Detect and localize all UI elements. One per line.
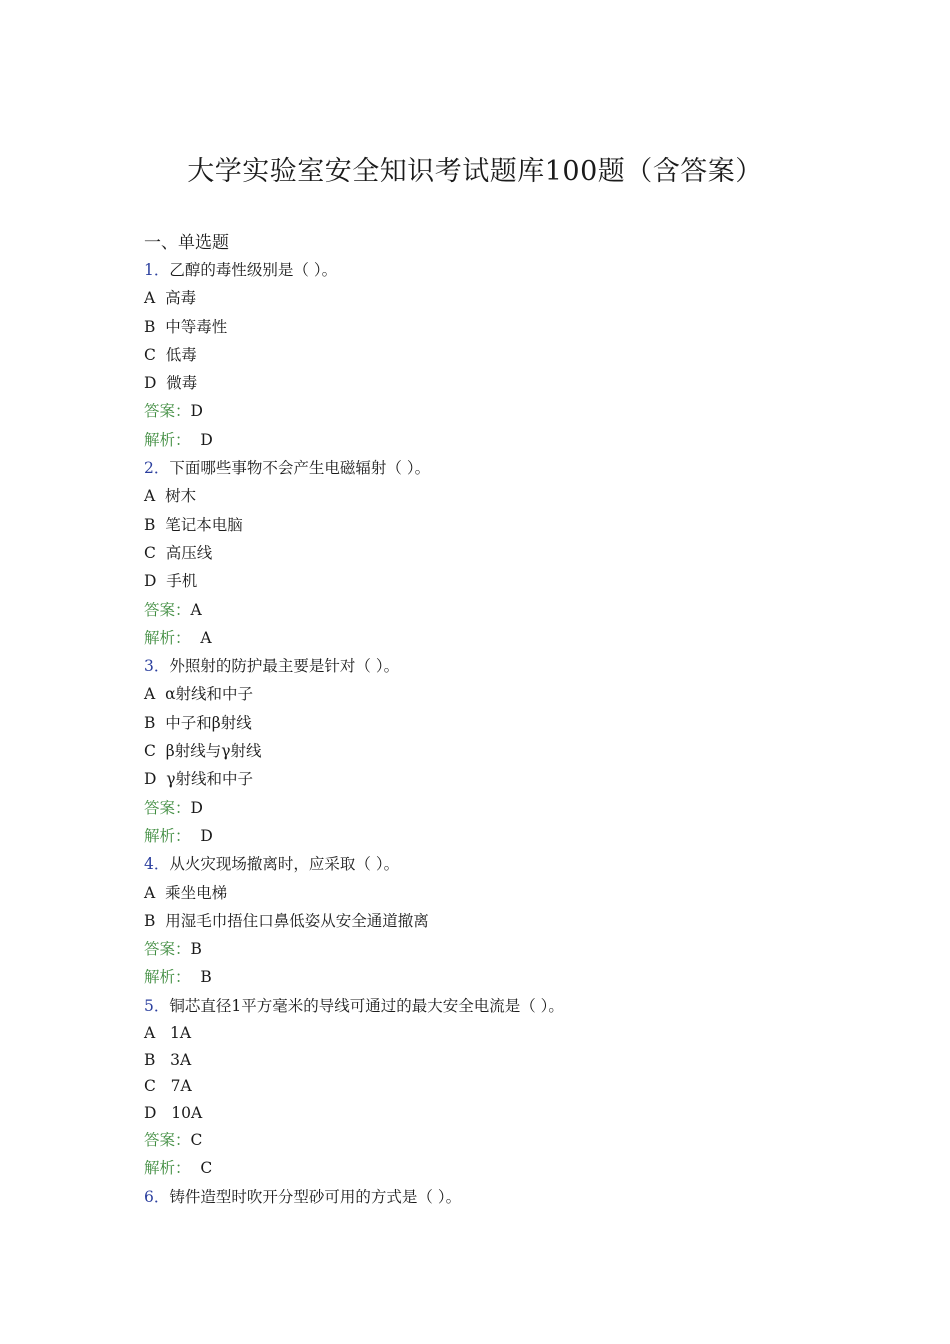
question-number: 2 [144, 459, 154, 478]
option-text: 用湿毛巾捂住口鼻低姿从安全通道撤离 [165, 911, 429, 930]
option-letter: C [144, 1077, 156, 1096]
analysis-value: D [200, 430, 213, 449]
option-text: 7A [165, 1077, 192, 1096]
option-text: 3A [165, 1050, 192, 1069]
option-letter: A [144, 487, 156, 506]
question-text: 下面哪些事物不会产生电磁辐射（ ）。 [169, 459, 431, 478]
question-text: 铸件造型时吹开分型砂可用的方式是（ ）。 [169, 1187, 462, 1206]
question-number-dot: ． [153, 996, 170, 1015]
question-5 [144, 992, 904, 1020]
option-text: 10A [166, 1103, 203, 1122]
option-letter: A [144, 883, 156, 902]
answer-label: 答案： [144, 1131, 191, 1150]
answer-value: A [190, 600, 202, 619]
option-letter: C [144, 543, 156, 562]
option-text: 微毒 [166, 374, 198, 393]
analysis-label: 解析： [144, 628, 191, 647]
option-text: 低毒 [165, 345, 197, 364]
answer-value: D [190, 402, 203, 421]
option-c [144, 341, 904, 369]
answer-line [144, 596, 904, 624]
option-b [144, 1047, 904, 1074]
question-list [144, 230, 904, 1211]
option-letter: A [144, 685, 156, 704]
question-number: 3 [144, 657, 154, 676]
answer-value: C [190, 1131, 203, 1150]
analysis-line [144, 1154, 904, 1182]
analysis-label: 解析： [144, 826, 191, 845]
question-1 [144, 256, 904, 284]
analysis-label: 解析： [144, 968, 191, 987]
option-letter: B [144, 911, 156, 930]
question-text: 外照射的防护最主要是针对（ ）。 [169, 657, 400, 676]
question-number-dot: ． [153, 261, 170, 279]
option-text: 1A [165, 1024, 192, 1043]
answer-line [144, 935, 904, 963]
option-text: γ射线和中子 [166, 770, 254, 789]
option-letter: B [144, 713, 156, 732]
option-letter: D [144, 770, 157, 789]
answer-label: 答案： [144, 402, 191, 421]
analysis-value: C [200, 1159, 213, 1178]
option-text: 乘坐电梯 [165, 883, 228, 902]
question-number: 5 [144, 996, 154, 1015]
option-c [144, 737, 904, 765]
option-b [144, 511, 904, 539]
option-d [144, 567, 904, 595]
option-b [144, 907, 904, 935]
option-letter: B [144, 1050, 156, 1069]
answer-value: D [190, 798, 203, 817]
option-d [144, 369, 904, 397]
question-4 [144, 850, 904, 878]
option-letter: D [144, 1103, 157, 1122]
option-d [144, 1100, 904, 1127]
answer-line [144, 397, 904, 425]
option-text: 高毒 [165, 289, 197, 308]
option-a [144, 879, 904, 907]
question-text: 从火灾现场撤离时，应采取（ ）。 [169, 855, 400, 874]
option-b [144, 709, 904, 737]
option-text: 笔记本电脑 [165, 515, 243, 534]
answer-value: B [190, 940, 202, 959]
option-a [144, 1020, 904, 1047]
option-letter: D [144, 374, 157, 393]
analysis-value: B [200, 968, 212, 987]
analysis-value: A [200, 628, 212, 647]
section-heading: 一、单选题 [144, 233, 229, 253]
question-text: 乙醇的毒性级别是（ ）。 [169, 261, 338, 279]
option-a [144, 680, 904, 708]
answer-label: 答案： [144, 600, 191, 619]
option-text: 中等毒性 [165, 317, 228, 336]
option-text: 手机 [166, 572, 198, 591]
answer-label: 答案： [144, 940, 191, 959]
option-text: 中子和β射线 [165, 713, 252, 732]
option-a [144, 284, 904, 312]
analysis-line [144, 426, 904, 454]
analysis-label: 解析： [144, 1159, 191, 1178]
answer-line [144, 794, 904, 822]
question-6 [144, 1183, 904, 1211]
option-b [144, 313, 904, 341]
analysis-line [144, 822, 904, 850]
option-letter: C [144, 345, 156, 364]
answer-label: 答案： [144, 798, 191, 817]
question-number: 1 [144, 261, 154, 279]
analysis-line [144, 624, 904, 652]
question-3 [144, 652, 904, 680]
option-text: β射线与γ射线 [165, 742, 262, 761]
option-c [144, 1073, 904, 1100]
option-letter: D [144, 572, 157, 591]
analysis-line [144, 963, 904, 991]
option-d [144, 765, 904, 793]
option-text: 高压线 [165, 543, 213, 562]
option-letter: B [144, 317, 156, 336]
option-c [144, 539, 904, 567]
option-text: 树木 [165, 487, 197, 506]
option-text: α射线和中子 [165, 685, 254, 704]
option-letter: B [144, 515, 156, 534]
question-2 [144, 454, 904, 482]
option-letter: C [144, 742, 156, 761]
question-number: 4 [144, 855, 154, 874]
question-text: 铜芯直径1平方毫米的导线可通过的最大安全电流是（ ）。 [169, 996, 564, 1015]
page-title: 大学实验室安全知识考试题库100题（含答案） [187, 156, 763, 187]
question-number-dot: ． [153, 855, 170, 874]
question-number: 6 [144, 1187, 154, 1206]
question-number-dot: ． [153, 1187, 170, 1206]
question-number-dot: ． [153, 459, 170, 478]
answer-line [144, 1126, 904, 1154]
option-a [144, 482, 904, 510]
analysis-value: D [200, 826, 213, 845]
question-number-dot: ． [153, 657, 170, 676]
analysis-label: 解析： [144, 430, 191, 449]
option-letter: A [144, 289, 156, 308]
option-letter: A [144, 1024, 156, 1043]
